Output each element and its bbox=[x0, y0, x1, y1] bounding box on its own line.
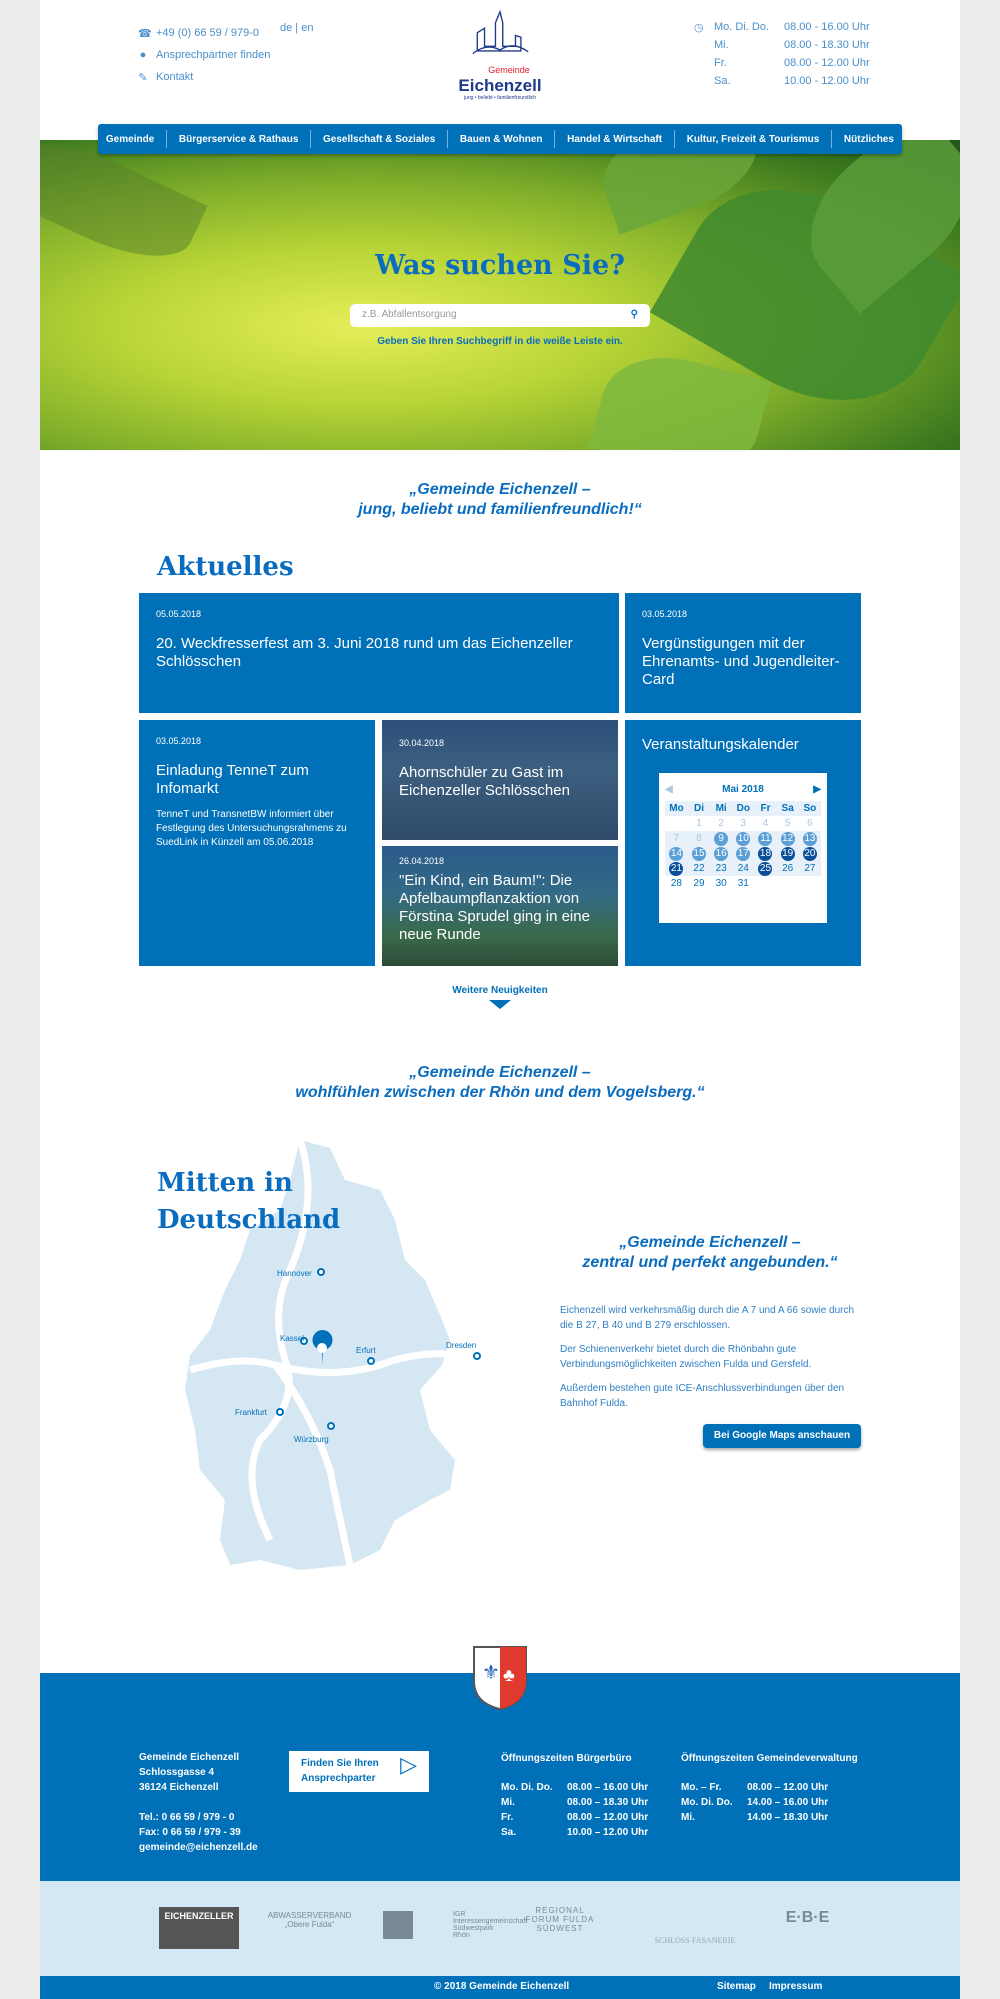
hours-day: Mi. bbox=[501, 1797, 515, 1808]
quote-line: „Gemeinde Eichenzell – bbox=[409, 481, 591, 498]
button-line: Finden Sie Ihren bbox=[301, 1758, 379, 1769]
partner-logo[interactable]: EICHENZELLER bbox=[159, 1907, 239, 1949]
nav-bauen[interactable]: Bauen & Wohnen bbox=[459, 133, 543, 145]
hours-time: 08.00 – 12.00 Uhr bbox=[567, 1812, 649, 1823]
news-date: 03.05.2018 bbox=[156, 736, 202, 746]
day-number: 8 bbox=[696, 832, 702, 844]
nav-gemeinde[interactable]: Gemeinde bbox=[105, 133, 155, 145]
day-number: 9 bbox=[714, 832, 728, 846]
hours-day: Mi. bbox=[681, 1812, 695, 1823]
weekday: So bbox=[799, 801, 821, 816]
calendar-day[interactable] bbox=[777, 846, 799, 861]
day-number: 17 bbox=[737, 847, 749, 859]
calendar-day[interactable] bbox=[754, 846, 776, 861]
calendar-day[interactable] bbox=[754, 816, 776, 831]
calendar-month: Mai 2018 bbox=[722, 783, 764, 795]
svg-text:♣: ♣ bbox=[503, 1665, 515, 1685]
nav-divider bbox=[674, 130, 675, 148]
weekday: Mi bbox=[710, 801, 732, 816]
hours-day: Fr. bbox=[714, 57, 727, 69]
hours-day: Mo. Di. Do. bbox=[714, 21, 770, 33]
phone-link[interactable] bbox=[138, 22, 270, 44]
address-line: Gemeinde Eichenzell bbox=[139, 1752, 240, 1763]
prev-month-icon[interactable]: ◀ bbox=[665, 783, 673, 795]
calendar-title: Veranstaltungskalender bbox=[642, 736, 799, 753]
nav-handel[interactable]: Handel & Wirtschaft bbox=[567, 133, 663, 145]
address-line: Schlossgasse 4 bbox=[139, 1767, 215, 1778]
calendar-day[interactable] bbox=[754, 861, 776, 876]
bottom-bar bbox=[40, 1976, 960, 1999]
hours-day: Mo. – Fr. bbox=[681, 1782, 722, 1793]
footer-fax: Fax: 0 66 59 / 979 - 39 bbox=[139, 1827, 241, 1838]
language-switch: de | en bbox=[280, 22, 314, 34]
day-number: 11 bbox=[760, 832, 771, 844]
header-contact bbox=[138, 22, 270, 88]
more-news-link[interactable] bbox=[40, 985, 960, 1009]
calendar-day[interactable] bbox=[688, 816, 710, 831]
day-number: 28 bbox=[670, 877, 682, 889]
city-label: Dresden bbox=[446, 1341, 477, 1350]
search-input[interactable] bbox=[350, 304, 650, 327]
city-label: Frankfurt bbox=[235, 1408, 268, 1417]
hours-day: Sa. bbox=[501, 1827, 517, 1838]
calendar-day[interactable] bbox=[665, 861, 688, 876]
chevron-right-icon: ▷ bbox=[400, 1752, 417, 1777]
day-number: 13 bbox=[804, 832, 816, 844]
calendar-day[interactable] bbox=[799, 816, 821, 831]
day-number: 29 bbox=[693, 877, 705, 889]
svg-text:⚜: ⚜ bbox=[482, 1662, 500, 1684]
calendar-day[interactable] bbox=[777, 816, 799, 831]
clock-icon: ◷ bbox=[694, 22, 704, 34]
lang-en[interactable]: en bbox=[301, 22, 314, 34]
nav-divider bbox=[310, 130, 311, 148]
google-maps-button[interactable]: Bei Google Maps anschauen bbox=[703, 1424, 861, 1448]
nav-divider bbox=[831, 130, 832, 148]
day-number: 1 bbox=[696, 817, 702, 829]
map-heading bbox=[157, 1165, 340, 1239]
partner-logo[interactable]: SCHLOSS FASANERIE bbox=[654, 1936, 736, 1945]
calendar-day bbox=[665, 816, 688, 831]
hero-banner bbox=[40, 140, 960, 450]
news-date: 30.04.2018 bbox=[399, 738, 445, 748]
calendar-day[interactable] bbox=[732, 861, 754, 876]
map-heading-line: Deutschland bbox=[157, 1205, 341, 1235]
search-icon[interactable]: ⚲ bbox=[630, 309, 638, 320]
traffic-info bbox=[560, 1303, 860, 1420]
hours-time: 10.00 – 12.00 Uhr bbox=[567, 1827, 649, 1838]
hours-day: Mi. bbox=[714, 39, 729, 51]
partner-logo[interactable]: REGIONAL FORUM FULDA SÜDWEST bbox=[525, 1906, 595, 1933]
calendar-day[interactable] bbox=[799, 846, 821, 861]
day-number: 23 bbox=[715, 862, 727, 874]
edit-icon: ✎ bbox=[138, 71, 148, 84]
calendar-day[interactable] bbox=[777, 831, 799, 846]
calendar-day[interactable] bbox=[710, 816, 732, 831]
contact-person-text: Ansprechpartner finden bbox=[156, 49, 271, 61]
weekday: Mo bbox=[665, 801, 688, 816]
info-paragraph: Eichenzell wird verkehrsmäßig durch die A 7 und A 66 sowie durch die B 27, B 40 und B 279 erschlossen. bbox=[560, 1305, 855, 1331]
day-number: 2 bbox=[718, 817, 724, 829]
weekday: Fr bbox=[754, 801, 776, 816]
day-number: 4 bbox=[762, 817, 769, 829]
calendar-day[interactable] bbox=[665, 846, 688, 861]
logo-top: Gemeinde bbox=[488, 65, 530, 75]
news-title: Einladung TenneT zum Infomarkt bbox=[156, 762, 309, 797]
calendar-day[interactable] bbox=[710, 831, 732, 846]
news-title: "Ein Kind, ein Baum!": Die Apfelbaumpflanzaktion von Förstina Sprudel ging in eine neue Runde bbox=[399, 872, 590, 943]
pin-center bbox=[317, 1343, 327, 1353]
calendar-day[interactable] bbox=[665, 831, 688, 846]
day-number: 7 bbox=[673, 832, 680, 844]
partner-logo[interactable]: IGR Interessengemeinschaft Südwestpark Rhön bbox=[383, 1911, 478, 1939]
news-tile[interactable] bbox=[139, 720, 375, 966]
partner-logos bbox=[40, 1881, 960, 1976]
coat-of-arms-icon bbox=[472, 1645, 528, 1711]
hours-day: Fr. bbox=[501, 1812, 514, 1823]
day-number: 6 bbox=[807, 817, 813, 829]
nav-nuetzliches[interactable]: Nützliches bbox=[843, 133, 894, 145]
hours-day: Mo. Di. Do. bbox=[681, 1797, 733, 1808]
footer-hours-buergerbuero bbox=[501, 1751, 661, 1840]
calendar-day[interactable] bbox=[710, 876, 732, 891]
calendar-day[interactable] bbox=[710, 861, 732, 876]
calendar-day bbox=[754, 876, 776, 891]
hours-time: 08.00 - 18.30 Uhr bbox=[784, 39, 870, 51]
calendar-day bbox=[799, 876, 821, 891]
quote-line: wohlfühlen zwischen der Rhön und dem Vogelsberg.“ bbox=[295, 1084, 705, 1101]
next-month-icon[interactable]: ▶ bbox=[813, 783, 821, 795]
calendar-day bbox=[777, 876, 799, 891]
header-hours bbox=[694, 21, 870, 93]
logo-tagline: jung • beliebt • familienfreundlich bbox=[463, 95, 537, 101]
copyright: © 2018 Gemeinde Eichenzell bbox=[434, 1981, 570, 1992]
nav-buergerservice[interactable]: Bürgerservice & Rathaus bbox=[178, 133, 299, 145]
nav-divider bbox=[166, 130, 167, 148]
search-placeholder: z.B. Abfallentsorgung bbox=[362, 309, 457, 320]
contact-person-link[interactable] bbox=[138, 44, 270, 66]
hours-time: 08.00 – 16.00 Uhr bbox=[567, 1782, 649, 1793]
calendar-day[interactable] bbox=[799, 831, 821, 846]
calendar-day[interactable] bbox=[754, 831, 776, 846]
news-date: 26.04.2018 bbox=[399, 856, 445, 866]
news-date: 03.05.2018 bbox=[642, 609, 688, 619]
calendar-widget bbox=[659, 773, 827, 923]
quote-line: „Gemeinde Eichenzell – bbox=[619, 1234, 801, 1251]
news-tile[interactable] bbox=[139, 593, 619, 713]
calendar-day[interactable] bbox=[732, 846, 754, 861]
sitemap-link[interactable]: Sitemap bbox=[717, 1981, 756, 1992]
news-tile-photo[interactable] bbox=[382, 720, 618, 840]
city-label: Hannover bbox=[277, 1269, 312, 1278]
nav-divider bbox=[554, 130, 555, 148]
hours-time: 08.00 - 16.00 Uhr bbox=[784, 21, 870, 33]
day-number: 24 bbox=[737, 862, 749, 874]
nav-gesellschaft[interactable]: Gesellschaft & Soziales bbox=[323, 133, 436, 145]
phone-text: +49 (0) 66 59 / 979-0 bbox=[156, 27, 260, 39]
quote-connected bbox=[540, 1233, 880, 1273]
quote-line: jung, beliebt und familienfreundlich!“ bbox=[358, 501, 642, 518]
news-tile[interactable] bbox=[625, 593, 861, 713]
person-icon: ● bbox=[139, 49, 147, 61]
day-number: 20 bbox=[804, 847, 816, 859]
event-calendar-tile bbox=[625, 720, 861, 966]
impressum-link[interactable]: Impressum bbox=[769, 1981, 823, 1992]
calendar-day[interactable] bbox=[688, 846, 710, 861]
day-number: 31 bbox=[737, 877, 749, 889]
partner-logo[interactable]: E·B·E bbox=[785, 1909, 830, 1926]
weekday: Do bbox=[732, 801, 754, 816]
footer-hours-verwaltung bbox=[681, 1751, 881, 1825]
calendar-day[interactable] bbox=[732, 876, 754, 891]
city-label: Würzburg bbox=[294, 1435, 329, 1444]
quote-region bbox=[40, 1063, 960, 1103]
info-paragraph: Der Schienenverkehr bietet durch die Rhönbahn gute Verbindungsmöglichkeiten zwischen Fulda und Gersfeld. bbox=[560, 1344, 812, 1370]
quote-line: zentral und perfekt angebunden.“ bbox=[582, 1254, 838, 1271]
weekday: Di bbox=[688, 801, 710, 816]
calendar-day[interactable] bbox=[732, 816, 754, 831]
day-number: 18 bbox=[759, 847, 772, 859]
hours-day: Mo. Di. Do. bbox=[501, 1782, 553, 1793]
day-number: 10 bbox=[737, 832, 749, 844]
news-tile-photo[interactable] bbox=[382, 846, 618, 966]
calendar-day[interactable] bbox=[710, 846, 732, 861]
news-heading: Aktuelles bbox=[157, 552, 294, 582]
contact-link[interactable] bbox=[138, 66, 270, 88]
hours-time: 14.00 – 16.00 Uhr bbox=[747, 1797, 829, 1808]
day-number: 5 bbox=[784, 817, 791, 829]
hours-title: Öffnungszeiten Bürgerbüro bbox=[501, 1753, 632, 1764]
hero-title: Was suchen Sie? bbox=[375, 250, 625, 281]
main-nav bbox=[98, 124, 902, 154]
hours-time: 10.00 - 12.00 Uhr bbox=[784, 75, 870, 87]
news-title: Vergünstigungen mit der Ehrenamts- und Jugendleiter-Card bbox=[642, 635, 840, 688]
news-title: Ahornschüler zu Gast im Eichenzeller Schlösschen bbox=[399, 764, 570, 799]
calendar-day[interactable] bbox=[777, 861, 799, 876]
calendar-day[interactable] bbox=[688, 861, 710, 876]
site-logo[interactable] bbox=[450, 10, 550, 110]
hours-time: 14.00 – 18.30 Uhr bbox=[747, 1812, 829, 1823]
more-news-label: Weitere Neuigkeiten bbox=[452, 985, 548, 996]
news-title: 20. Weckfresserfest am 3. Juni 2018 rund um das Eichenzeller Schlösschen bbox=[156, 635, 573, 670]
search-hint: Geben Sie Ihren Suchbegriff in die weiße Leiste ein. bbox=[377, 336, 623, 347]
calendar-day[interactable] bbox=[688, 831, 710, 846]
day-number: 16 bbox=[715, 847, 727, 859]
find-contact-button[interactable] bbox=[289, 1751, 429, 1792]
castle-icon bbox=[468, 10, 532, 60]
news-description: TenneT und TransnetBW informiert über Festlegung des Untersuchungsrahmens zu SuedLink in Künzell am 05.06.2018 bbox=[156, 809, 347, 848]
day-number: 21 bbox=[670, 862, 682, 874]
button-line: Ansprechparter bbox=[301, 1773, 376, 1784]
info-paragraph: Außerdem bestehen gute ICE-Anschlussverbindungen über den Bahnhof Fulda. bbox=[560, 1383, 845, 1409]
calendar-grid bbox=[665, 801, 821, 891]
city-label: Erfurt bbox=[356, 1346, 376, 1355]
hours-time: 08.00 - 12.00 Uhr bbox=[784, 57, 870, 69]
contact-text: Kontakt bbox=[156, 71, 194, 83]
map-heading-line: Mitten in bbox=[157, 1168, 293, 1198]
footer-tel: Tel.: 0 66 59 / 979 - 0 bbox=[139, 1812, 235, 1823]
day-number: 15 bbox=[693, 847, 705, 859]
day-number: 22 bbox=[693, 862, 705, 874]
quote-family bbox=[40, 480, 960, 520]
day-number: 3 bbox=[740, 817, 747, 829]
calendar-day[interactable] bbox=[732, 831, 754, 846]
calendar-day[interactable] bbox=[665, 876, 688, 891]
day-number: 12 bbox=[782, 832, 794, 844]
hours-time: 08.00 – 12.00 Uhr bbox=[747, 1782, 829, 1793]
day-number: 27 bbox=[804, 862, 816, 874]
chevron-down-icon bbox=[489, 1000, 511, 1009]
day-number: 19 bbox=[782, 847, 794, 859]
quote-line: „Gemeinde Eichenzell – bbox=[409, 1064, 591, 1081]
footer-address bbox=[139, 1750, 258, 1855]
calendar-day[interactable] bbox=[799, 861, 821, 876]
partner-logo[interactable]: ABWASSERVERBAND „Obere Fulda“ bbox=[267, 1911, 352, 1929]
nav-divider bbox=[447, 130, 448, 148]
hours-title: Öffnungszeiten Gemeindeverwaltung bbox=[681, 1753, 858, 1764]
day-number: 26 bbox=[782, 862, 794, 874]
day-number: 30 bbox=[715, 877, 727, 889]
day-number: 14 bbox=[670, 847, 682, 859]
day-number: 25 bbox=[759, 862, 772, 874]
lang-de[interactable]: de bbox=[280, 22, 293, 34]
weekday: Sa bbox=[777, 801, 799, 816]
nav-kultur[interactable]: Kultur, Freizeit & Tourismus bbox=[686, 133, 820, 145]
city-label: Kassel bbox=[280, 1334, 305, 1343]
footer-email[interactable]: gemeinde@eichenzell.de bbox=[139, 1842, 258, 1853]
news-date: 05.05.2018 bbox=[156, 609, 202, 619]
address-line: 36124 Eichenzell bbox=[139, 1782, 219, 1793]
hours-time: 08.00 – 18.30 Uhr bbox=[567, 1797, 649, 1808]
calendar-day[interactable] bbox=[688, 876, 710, 891]
logo-name: Eichenzell bbox=[458, 76, 542, 95]
phone-icon: ☎ bbox=[138, 27, 152, 40]
hours-day: Sa. bbox=[714, 75, 731, 87]
